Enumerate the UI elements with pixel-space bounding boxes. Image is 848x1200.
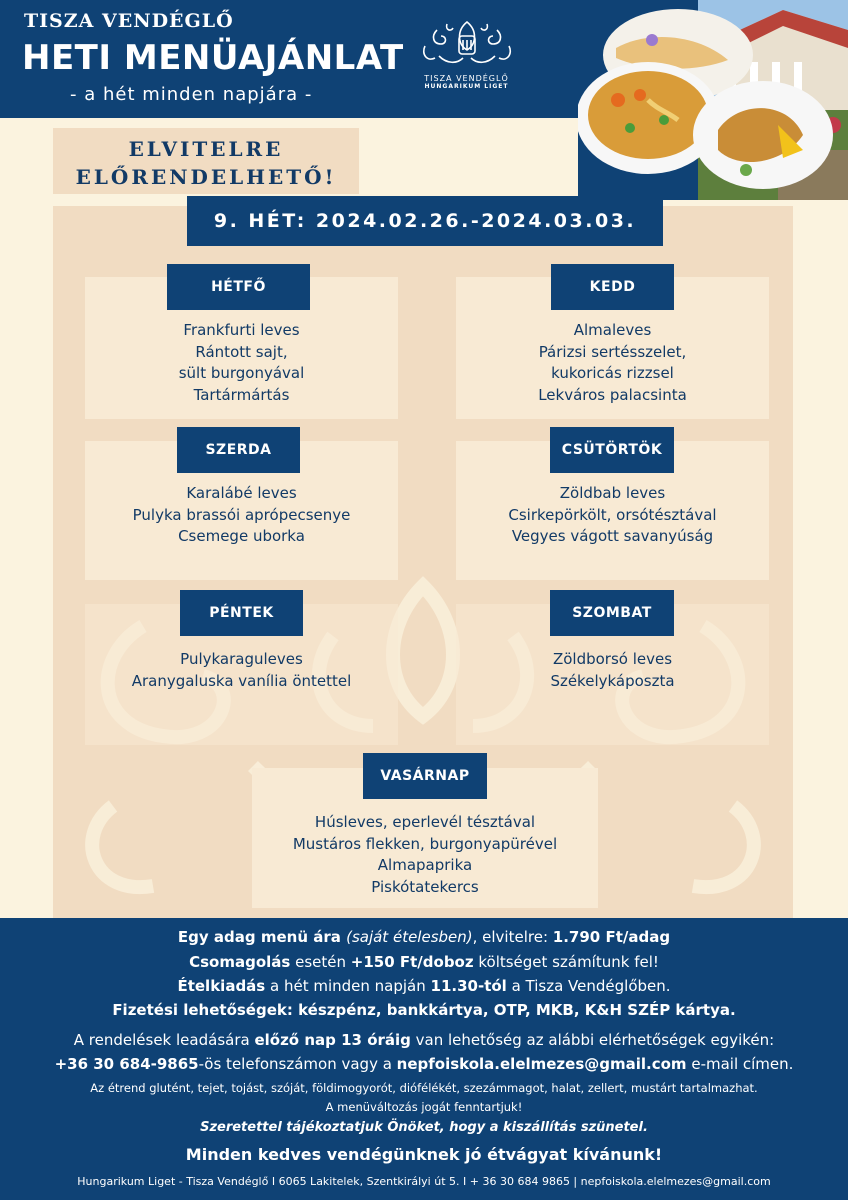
closing-wish: Minden kedves vendégünknek jó étvágyat kívánunk! <box>185 1145 663 1164</box>
contact-text: -ös telefonszámon vagy a <box>198 1055 397 1073</box>
menu-item: Zöldbab leves <box>559 484 666 502</box>
menu-item: Mustáros flekken, burgonyapürével <box>292 834 558 853</box>
menu-item: Pulyka brassói aprópecsenye <box>132 505 351 524</box>
menu-item: Zöldborsó leves <box>552 650 673 668</box>
day-label-tuesday: KEDD <box>551 264 674 310</box>
menu-item: Rántott sajt, <box>195 342 288 361</box>
day-label-monday: HÉTFŐ <box>167 264 310 310</box>
serving-time: 11.30-tól <box>430 977 507 995</box>
takeaway-notice <box>53 128 359 194</box>
menu-item: Csemege uborka <box>178 527 305 545</box>
serving-place: a Tisza Vendéglőben. <box>506 977 671 995</box>
restaurant-logo <box>414 16 519 100</box>
menu-item: kukoricás rizzsel <box>551 364 674 382</box>
price-value: 1.790 Ft/adag <box>552 928 671 946</box>
packaging-price: +150 Ft/doboz <box>350 953 474 971</box>
price-text: , elvitelre: <box>472 928 553 946</box>
menu-item: Piskótatekercs <box>371 877 479 896</box>
contact-text-2: e-mail címen. <box>686 1055 794 1073</box>
footer-info <box>0 918 848 1200</box>
week-banner: 9. HÉT: 2024.02.26.-2024.03.03. <box>187 196 663 246</box>
takeaway-line-1: ELVITELRE <box>128 137 284 161</box>
day-label-wednesday: SZERDA <box>177 427 300 473</box>
menu-item: Székelykáposzta <box>550 671 675 690</box>
day-label-thursday: CSÜTÖRTÖK <box>550 427 674 473</box>
payment-line <box>0 1001 848 1019</box>
food-and-restaurant-photos <box>578 0 848 200</box>
order-text-2: van lehetőség az alábbi elérhetőségek egyikén: <box>410 1031 775 1049</box>
menu-item: Tartármártás <box>193 385 290 404</box>
menu-item: Húsleves, eperlevél tésztával <box>314 813 536 831</box>
menu-item: Párizsi sertésszelet, <box>538 342 687 361</box>
packaging-text: esetén <box>290 953 351 971</box>
order-line <box>0 1031 848 1049</box>
allergen-notice: Az étrend glutént, tejet, tojást, szóját, földimogyorót, diófélékét, szezámmagot, halat, zellert, mustárt tartalmazhat. <box>90 1081 758 1095</box>
page-subtitle: - a hét minden napjára - <box>70 84 313 105</box>
packaging-label: Csomagolás <box>189 953 291 971</box>
order-text: A rendelések leadására <box>73 1031 255 1049</box>
serving-text: a hét minden napján <box>265 977 431 995</box>
brand-name: TISZA VENDÉGLŐ <box>24 10 234 32</box>
payment-label: Fizetési lehetőségek: <box>112 1001 299 1019</box>
menu-item: sült burgonyával <box>178 364 305 382</box>
day-label-saturday: SZOMBAT <box>550 590 674 636</box>
delivery-notice: Szeretettel tájékoztatjuk Önöket, hogy a kiszállítás szünetel. <box>200 1120 648 1135</box>
price-note: (saját ételesben) <box>346 928 473 946</box>
menu-item: Lekváros palacsinta <box>538 385 687 404</box>
address-line: Hungarikum Liget - Tisza Vendéglő I 6065 Lakitelek, Szentkirályi út 5. I + 36 30 684 9865 | nepfoiskola.elelmezes@gmail.com <box>77 1175 771 1188</box>
menu-item: Csirkepörkölt, orsótésztával <box>508 505 717 524</box>
change-notice: A menüváltozás jogát fenntartjuk! <box>325 1100 523 1114</box>
takeaway-line-2: ELŐRENDELHETŐ! <box>75 165 337 189</box>
page-title: HETI MENÜAJÁNLAT <box>22 38 404 78</box>
day-label-sunday: VASÁRNAP <box>363 753 487 799</box>
payment-options: készpénz, bankkártya, OTP, MKB, K&H SZÉP kártya. <box>298 1001 736 1019</box>
contact-line <box>0 1055 848 1073</box>
tulip-ornament-logo-icon <box>417 16 517 72</box>
order-deadline: előző nap 13 óráig <box>254 1031 411 1049</box>
serving-line <box>0 977 848 995</box>
packaging-text-2: költséget számítunk fel! <box>473 953 659 971</box>
menu-item: Almaleves <box>573 321 652 339</box>
logo-name: TISZA VENDÉGLŐ <box>424 74 509 83</box>
menu-item: Aranygaluska vanília öntettel <box>131 671 352 690</box>
logo-subtitle: HUNGARIKUM LIGET <box>424 83 509 90</box>
price-line <box>0 928 848 946</box>
menu-item: Karalábé leves <box>186 484 297 502</box>
menu-item: Almapaprika <box>377 856 473 874</box>
menu-item: Frankfurti leves <box>183 321 300 339</box>
menu-item: Pulykaraguleves <box>180 650 303 668</box>
serving-label: Ételkiadás <box>177 977 266 995</box>
email-link[interactable]: nepfoiskola.elelmezes@gmail.com <box>396 1055 687 1073</box>
day-label-friday: PÉNTEK <box>180 590 303 636</box>
menu-item: Vegyes vágott savanyúság <box>511 527 714 545</box>
price-label: Egy adag menü ára <box>177 928 347 946</box>
packaging-line <box>0 953 848 971</box>
phone-number[interactable]: +36 30 684-9865 <box>54 1055 199 1073</box>
